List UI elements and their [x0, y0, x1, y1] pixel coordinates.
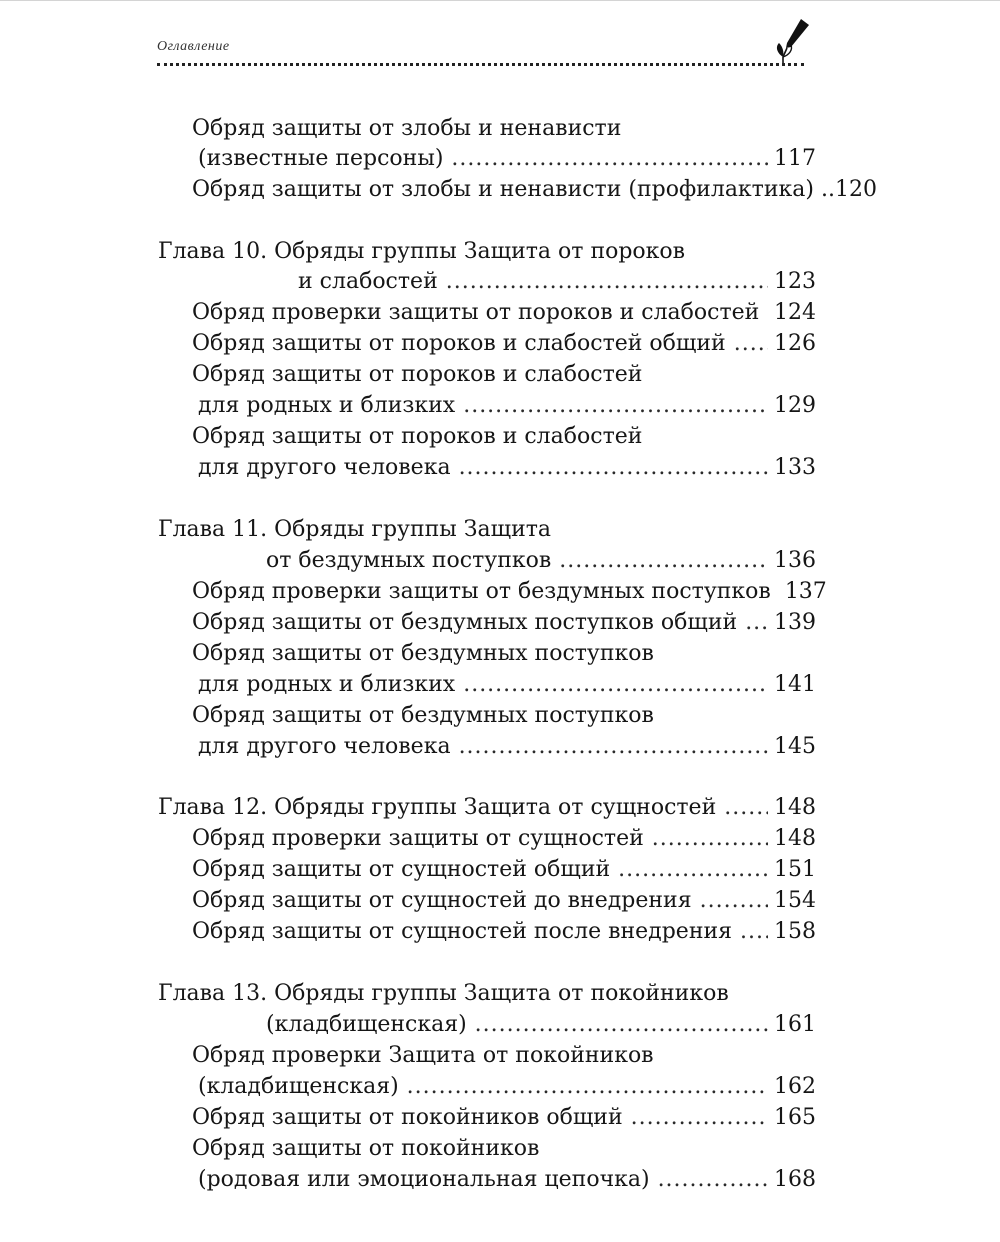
- toc-entry-text: Обряд проверки защиты от сущностей: [192, 826, 644, 851]
- toc-entry-text: Обряд защиты от злобы и ненависти (профилактика) ..: [192, 177, 835, 202]
- toc-page-number: 168: [774, 1167, 816, 1192]
- toc-entry-text: для другого человека: [198, 734, 451, 759]
- toc-page-number: 139: [774, 610, 816, 635]
- toc-entry[interactable]: [192, 298, 816, 328]
- toc-page-number: 162: [774, 1074, 816, 1099]
- toc-page-number: 151: [774, 857, 816, 882]
- toc-page-number: 165: [774, 1105, 816, 1130]
- toc-entry: [192, 360, 816, 390]
- toc-entry[interactable]: [198, 1072, 816, 1102]
- toc-entry[interactable]: [198, 144, 816, 174]
- toc-page-number: 145: [774, 734, 816, 759]
- toc-page-number: 158: [774, 919, 816, 944]
- toc-entry-text: и слабостей: [298, 269, 438, 294]
- dot-leader: [745, 608, 768, 638]
- dot-leader: [451, 144, 768, 174]
- toc-page-number: 161: [774, 1012, 816, 1037]
- toc-chapter: [158, 237, 816, 267]
- running-title: Оглавление: [157, 39, 230, 54]
- dot-leader: [459, 732, 768, 762]
- dot-leader: [446, 267, 768, 297]
- toc-chapter-text: Глава 10. Обряды группы Защита от пороков: [158, 239, 686, 264]
- dot-leader: [740, 917, 768, 947]
- toc-entry[interactable]: [192, 577, 827, 607]
- toc-entry[interactable]: [192, 1103, 816, 1133]
- dot-leader: [475, 1010, 768, 1040]
- dot-leader: [631, 1103, 768, 1133]
- quill-pen-icon: [771, 17, 815, 65]
- toc-entry: [192, 701, 816, 731]
- toc-entry-text: (кладбищенская): [266, 1012, 467, 1037]
- toc-entry-text: Обряд защиты от пороков и слабостей: [192, 424, 643, 449]
- toc-entry[interactable]: [198, 1165, 816, 1195]
- toc-entry[interactable]: [192, 886, 816, 916]
- toc-entry-text: Обряд защиты от сущностей после внедрения: [192, 919, 733, 944]
- toc-entry[interactable]: [192, 175, 877, 205]
- toc-chapter-cont[interactable]: [298, 267, 816, 297]
- dot-leader: [459, 453, 768, 483]
- toc-entry-text: для другого человека: [198, 455, 451, 480]
- toc-entry-text: для родных и близких: [198, 672, 456, 697]
- header-rule: [157, 63, 804, 66]
- toc-page-number: 123: [774, 269, 816, 294]
- dot-leader: [559, 546, 768, 576]
- toc-page-number: 137: [784, 579, 827, 604]
- toc-chapter-text: Глава 11. Обряды группы Защита: [158, 517, 552, 542]
- toc-page-number: 133: [774, 455, 816, 480]
- dot-leader: [618, 855, 768, 885]
- toc-entry-text: Обряд защиты от пороков и слабостей общий: [192, 331, 726, 356]
- toc-entry[interactable]: [192, 824, 816, 854]
- toc-entry[interactable]: [192, 917, 816, 947]
- toc-entry-text: Обряд защиты от сущностей общий: [192, 857, 611, 882]
- toc-entry[interactable]: [192, 608, 816, 638]
- toc-entry: [192, 422, 816, 452]
- toc-entry-text: Обряд проверки защиты от бездумных поступков: [192, 579, 771, 604]
- toc-page-number: 117: [774, 146, 816, 171]
- dot-leader: [407, 1072, 768, 1102]
- toc-chapter[interactable]: [158, 793, 816, 823]
- dot-leader: [700, 886, 768, 916]
- dot-leader: [724, 793, 768, 823]
- toc-entry-text: Обряд защиты от бездумных поступков: [192, 641, 654, 666]
- toc-entry-text: Обряд проверки защиты от пороков и слабостей: [192, 300, 760, 325]
- toc-chapter: [158, 979, 816, 1009]
- dot-leader: [463, 670, 768, 700]
- toc-entry-text: Обряд защиты от злобы и ненависти: [192, 116, 622, 141]
- toc-entry[interactable]: [192, 329, 816, 359]
- toc-entry[interactable]: [192, 855, 816, 885]
- toc-entry-text: Обряд защиты от бездумных поступков общий: [192, 610, 738, 635]
- toc-entry: [192, 114, 812, 144]
- toc-entry-text: (кладбищенская): [198, 1074, 399, 1099]
- toc-chapter: [158, 515, 816, 545]
- toc-page-number: 129: [774, 393, 816, 418]
- toc-entry-text: Обряд защиты от покойников общий: [192, 1105, 623, 1130]
- toc-entry[interactable]: [198, 670, 816, 700]
- toc-entry-text: (известные персоны): [198, 146, 444, 171]
- toc-entry: [192, 1134, 816, 1164]
- toc-entry-text: Обряд защиты от покойников: [192, 1136, 540, 1161]
- toc-entry-text: для родных и близких: [198, 393, 456, 418]
- dot-leader: [652, 824, 768, 854]
- toc-page-number: 148: [774, 826, 816, 851]
- toc-chapter-cont[interactable]: [266, 1010, 816, 1040]
- toc-entry: [192, 639, 816, 669]
- toc-entry-text: Обряд проверки Защита от покойников: [192, 1043, 654, 1068]
- toc-entry: [192, 1041, 816, 1071]
- toc-chapter-text: Глава 12. Обряды группы Защита от сущностей: [158, 795, 717, 820]
- toc-chapter-text: Глава 13. Обряды группы Защита от покойников: [158, 981, 729, 1006]
- toc-page-number: 126: [774, 331, 816, 356]
- toc-entry[interactable]: [198, 391, 816, 421]
- toc-entry[interactable]: [198, 453, 816, 483]
- toc-entry-text: от бездумных поступков: [266, 548, 552, 573]
- dot-leader: [463, 391, 768, 421]
- running-header: [157, 35, 807, 69]
- toc-page-number: 120: [834, 177, 877, 202]
- toc-entry-text: Обряд защиты от бездумных поступков: [192, 703, 654, 728]
- toc-entry-text: (родовая или эмоциональная цепочка): [198, 1167, 650, 1192]
- toc-page-number: 154: [774, 888, 816, 913]
- toc-page-number: 136: [774, 548, 816, 573]
- toc-page-number: 148: [774, 795, 816, 820]
- dot-leader: [767, 298, 768, 328]
- toc-entry-text: Обряд защиты от сущностей до внедрения: [192, 888, 692, 913]
- dot-leader: [658, 1165, 768, 1195]
- toc-entry-text: Обряд защиты от пороков и слабостей: [192, 362, 643, 387]
- toc-entry[interactable]: [198, 732, 816, 762]
- dot-leader: [734, 329, 768, 359]
- toc-page-number: 124: [774, 300, 816, 325]
- toc-page-number: 141: [774, 672, 816, 697]
- toc-chapter-cont[interactable]: [266, 546, 816, 576]
